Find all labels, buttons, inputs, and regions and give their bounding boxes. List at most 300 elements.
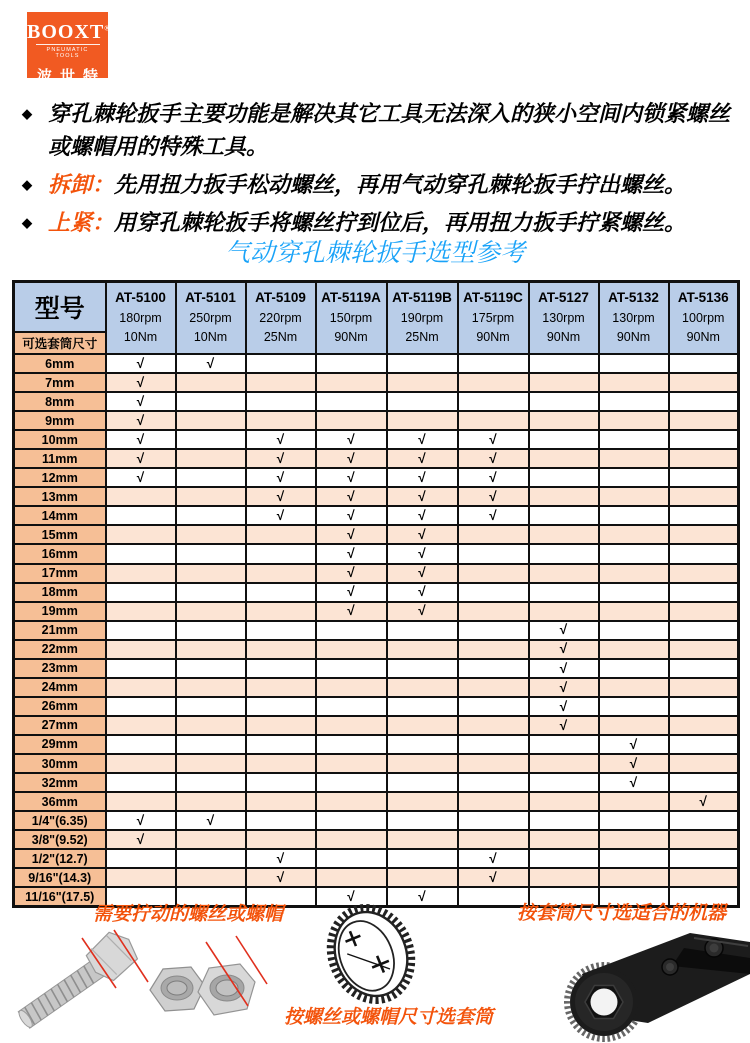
socket-size-label: 15mm (14, 525, 106, 544)
empty-cell (316, 640, 387, 659)
empty-cell (246, 564, 316, 583)
table-row (14, 754, 739, 773)
selection-table (12, 280, 740, 908)
empty-cell (316, 868, 387, 887)
empty-cell (529, 468, 599, 487)
empty-cell (176, 678, 246, 697)
ratchet-wrench-image (552, 918, 750, 1043)
bullet-item (20, 97, 736, 163)
check-cell: √ (387, 583, 458, 602)
brand-chinese-name: 波世特 (36, 67, 106, 85)
empty-cell (106, 678, 176, 697)
check-cell: √ (106, 354, 176, 373)
empty-cell (669, 506, 739, 525)
empty-cell (529, 392, 599, 411)
empty-cell (316, 792, 387, 811)
model-rpm: 175rpm (471, 311, 515, 326)
table-row (14, 678, 739, 697)
empty-cell (316, 716, 387, 735)
empty-cell (458, 602, 529, 621)
socket-size-label: 11/16"(17.5) (14, 887, 106, 906)
empty-cell (246, 583, 316, 602)
empty-cell (387, 735, 458, 754)
check-cell: √ (246, 849, 316, 868)
socket-size-label: 1/2"(12.7) (14, 849, 106, 868)
empty-cell (106, 602, 176, 621)
empty-cell (599, 621, 669, 640)
empty-cell (106, 716, 176, 735)
check-cell: √ (106, 811, 176, 830)
bullet-keyword: 上紧： (48, 210, 115, 235)
empty-cell (529, 849, 599, 868)
empty-cell (529, 564, 599, 583)
caption-bolt-or-nut: 需要拧动的螺丝或螺帽 (93, 904, 284, 925)
empty-cell (387, 354, 458, 373)
empty-cell (458, 773, 529, 792)
empty-cell (246, 811, 316, 830)
socket-size-label: 14mm (14, 506, 106, 525)
bullet-text: 用穿孔棘轮扳手将螺丝拧到位后，再用扭力扳手拧紧螺丝。 (114, 210, 687, 235)
model-torque: 90Nm (334, 330, 368, 345)
check-cell: √ (529, 716, 599, 735)
check-cell: √ (106, 430, 176, 449)
table-row (14, 621, 739, 640)
empty-cell (387, 792, 458, 811)
empty-cell (529, 487, 599, 506)
check-cell: √ (106, 373, 176, 392)
empty-cell (458, 640, 529, 659)
empty-cell (599, 849, 669, 868)
empty-cell (246, 640, 316, 659)
table-row (14, 640, 739, 659)
check-cell: √ (387, 602, 458, 621)
empty-cell (599, 544, 669, 563)
check-cell: √ (387, 544, 458, 563)
empty-cell (316, 392, 387, 411)
table-row (14, 811, 739, 830)
model-name: AT-5119B (392, 290, 452, 306)
registered-mark: ® (104, 24, 110, 33)
check-cell: √ (387, 564, 458, 583)
model-column-header (529, 282, 599, 355)
empty-cell (176, 697, 246, 716)
table-row (14, 487, 739, 506)
check-cell: √ (599, 754, 669, 773)
empty-cell (176, 792, 246, 811)
empty-cell (458, 621, 529, 640)
table-row (14, 373, 739, 392)
check-cell: √ (316, 487, 387, 506)
empty-cell (669, 621, 739, 640)
check-cell: √ (669, 792, 739, 811)
bullet-keyword: 拆卸： (48, 172, 115, 197)
socket-size-label: 9/16"(14.3) (14, 868, 106, 887)
empty-cell (246, 735, 316, 754)
empty-cell (246, 659, 316, 678)
empty-cell (246, 602, 316, 621)
empty-cell (316, 811, 387, 830)
empty-cell (176, 373, 246, 392)
empty-cell (176, 449, 246, 468)
table-row (14, 830, 739, 849)
empty-cell (458, 697, 529, 716)
check-cell: √ (387, 487, 458, 506)
socket-size-label: 23mm (14, 659, 106, 678)
empty-cell (669, 411, 739, 430)
empty-cell (387, 811, 458, 830)
selection-table-wrap (12, 280, 740, 908)
empty-cell (599, 697, 669, 716)
model-torque: 25Nm (405, 330, 439, 345)
socket-size-label: 19mm (14, 602, 106, 621)
empty-cell (599, 354, 669, 373)
check-cell: √ (458, 868, 529, 887)
empty-cell (316, 373, 387, 392)
table-row (14, 602, 739, 621)
empty-cell (599, 868, 669, 887)
empty-cell (669, 430, 739, 449)
empty-cell (387, 621, 458, 640)
socket-size-label: 17mm (14, 564, 106, 583)
check-cell: √ (316, 583, 387, 602)
empty-cell (599, 449, 669, 468)
empty-cell (669, 659, 739, 678)
empty-cell (176, 392, 246, 411)
check-cell: √ (387, 887, 458, 906)
empty-cell (176, 583, 246, 602)
empty-cell (669, 373, 739, 392)
check-cell: √ (316, 544, 387, 563)
empty-cell (106, 525, 176, 544)
table-row (14, 506, 739, 525)
empty-cell (669, 583, 739, 602)
empty-cell (387, 659, 458, 678)
empty-cell (316, 659, 387, 678)
empty-cell (316, 354, 387, 373)
model-name: AT-5132 (608, 290, 659, 306)
table-row (14, 792, 739, 811)
check-cell: √ (246, 430, 316, 449)
check-cell: √ (529, 678, 599, 697)
empty-cell (176, 735, 246, 754)
empty-cell (458, 564, 529, 583)
empty-cell (246, 392, 316, 411)
empty-cell (669, 640, 739, 659)
empty-cell (599, 468, 669, 487)
empty-cell (458, 830, 529, 849)
empty-cell (176, 544, 246, 563)
empty-cell (176, 773, 246, 792)
model-name: AT-5119C (463, 290, 523, 306)
empty-cell (669, 678, 739, 697)
check-cell: √ (529, 697, 599, 716)
empty-cell (387, 411, 458, 430)
socket-size-label: 21mm (14, 621, 106, 640)
empty-cell (669, 468, 739, 487)
check-cell: √ (316, 449, 387, 468)
model-column-header (387, 282, 458, 355)
bolt-and-nuts-image (10, 924, 268, 1043)
empty-cell (458, 411, 529, 430)
socket-size-label: 10mm (14, 430, 106, 449)
empty-cell (458, 525, 529, 544)
check-cell: √ (387, 525, 458, 544)
brand-subtitle: PNEUMATIC TOOLS (36, 44, 100, 59)
empty-cell (669, 487, 739, 506)
check-cell: √ (599, 773, 669, 792)
check-cell: √ (316, 525, 387, 544)
model-rpm: 220rpm (259, 311, 302, 326)
empty-cell (599, 716, 669, 735)
empty-cell (599, 811, 669, 830)
socket-size-label: 26mm (14, 697, 106, 716)
empty-cell (316, 754, 387, 773)
empty-cell (387, 830, 458, 849)
empty-cell (316, 735, 387, 754)
empty-cell (529, 506, 599, 525)
empty-cell (669, 392, 739, 411)
empty-cell (387, 697, 458, 716)
empty-cell (176, 506, 246, 525)
empty-cell (316, 411, 387, 430)
empty-cell (529, 411, 599, 430)
empty-cell (316, 773, 387, 792)
socket-size-label: 6mm (14, 354, 106, 373)
empty-cell (106, 583, 176, 602)
empty-cell (106, 544, 176, 563)
empty-cell (529, 792, 599, 811)
empty-cell (246, 621, 316, 640)
check-cell: √ (458, 849, 529, 868)
model-torque: 90Nm (686, 330, 720, 345)
socket-size-label: 7mm (14, 373, 106, 392)
model-rpm: 130rpm (542, 311, 585, 326)
check-cell: √ (106, 468, 176, 487)
diamond-bullet-icon: ◆ (22, 106, 32, 121)
table-row (14, 697, 739, 716)
empty-cell (529, 602, 599, 621)
check-cell: √ (316, 564, 387, 583)
empty-cell (246, 792, 316, 811)
empty-cell (387, 754, 458, 773)
empty-cell (246, 525, 316, 544)
check-cell: √ (246, 868, 316, 887)
empty-cell (246, 373, 316, 392)
socket-size-label: 9mm (14, 411, 106, 430)
empty-cell (176, 640, 246, 659)
check-cell: √ (316, 430, 387, 449)
empty-cell (669, 697, 739, 716)
empty-cell (458, 392, 529, 411)
empty-cell (458, 811, 529, 830)
empty-cell (106, 640, 176, 659)
empty-cell (529, 373, 599, 392)
socket-size-label: 18mm (14, 583, 106, 602)
check-cell: √ (246, 468, 316, 487)
model-column-header (316, 282, 387, 355)
empty-cell (669, 354, 739, 373)
model-torque: 10Nm (123, 330, 158, 345)
empty-cell (458, 354, 529, 373)
model-rpm: 130rpm (612, 311, 655, 326)
empty-cell (669, 830, 739, 849)
check-cell: √ (387, 468, 458, 487)
empty-cell (599, 792, 669, 811)
empty-cell (106, 659, 176, 678)
empty-cell (176, 621, 246, 640)
table-row (14, 849, 739, 868)
empty-cell (669, 544, 739, 563)
empty-cell (529, 735, 599, 754)
table-row (14, 564, 739, 583)
empty-cell (106, 621, 176, 640)
empty-cell (599, 583, 669, 602)
check-cell: √ (529, 640, 599, 659)
check-cell: √ (458, 449, 529, 468)
table-row (14, 468, 739, 487)
socket-size-label: 22mm (14, 640, 106, 659)
socket-size-label: 24mm (14, 678, 106, 697)
empty-cell (176, 564, 246, 583)
check-cell: √ (176, 811, 246, 830)
model-torque: 10Nm (193, 330, 228, 345)
check-cell: √ (316, 602, 387, 621)
empty-cell (106, 735, 176, 754)
check-cell: √ (387, 430, 458, 449)
socket-size-corner-label: 可选套筒尺寸 (15, 331, 105, 353)
model-column-header (599, 282, 669, 355)
empty-cell (599, 373, 669, 392)
empty-cell (529, 430, 599, 449)
diamond-bullet-icon: ◆ (22, 215, 32, 230)
empty-cell (387, 773, 458, 792)
check-cell: √ (316, 887, 387, 906)
empty-cell (669, 754, 739, 773)
socket-drawing (323, 901, 420, 1008)
empty-cell (246, 830, 316, 849)
check-cell: √ (529, 659, 599, 678)
caption-choose-socket: 按螺丝或螺帽尺寸选套筒 (284, 1007, 494, 1028)
empty-cell (599, 564, 669, 583)
empty-cell (246, 354, 316, 373)
table-row (14, 430, 739, 449)
empty-cell (106, 849, 176, 868)
bullet-text: 先用扭力扳手松动螺丝，再用气动穿孔棘轮扳手拧出螺丝。 (114, 172, 687, 197)
empty-cell (599, 659, 669, 678)
model-torque: 90Nm (546, 330, 581, 345)
empty-cell (176, 849, 246, 868)
empty-cell (669, 849, 739, 868)
empty-cell (387, 868, 458, 887)
check-cell: √ (458, 487, 529, 506)
socket-size-label: 11mm (14, 449, 106, 468)
empty-cell (106, 697, 176, 716)
model-name: AT-5109 (255, 290, 306, 306)
empty-cell (458, 716, 529, 735)
table-row (14, 868, 739, 887)
table-header-row (14, 282, 739, 355)
empty-cell (669, 525, 739, 544)
empty-cell (599, 411, 669, 430)
caption-choose-machine: 按套筒尺寸选适合的机器 (517, 903, 727, 924)
empty-cell (458, 754, 529, 773)
socket-size-label: 1/4"(6.35) (14, 811, 106, 830)
feature-bullets (20, 97, 736, 244)
empty-cell (106, 506, 176, 525)
empty-cell (176, 487, 246, 506)
model-rpm: 250rpm (189, 311, 232, 326)
check-cell: √ (176, 354, 246, 373)
empty-cell (669, 735, 739, 754)
page-title: 气动穿孔棘轮扳手选型参考 (224, 239, 525, 267)
socket-size-label: 16mm (14, 544, 106, 563)
empty-cell (387, 849, 458, 868)
model-column-header (669, 282, 739, 355)
empty-cell (599, 640, 669, 659)
brand-logo (27, 12, 110, 85)
table-row (14, 735, 739, 754)
table-row (14, 525, 739, 544)
model-column-header (246, 282, 316, 355)
empty-cell (599, 506, 669, 525)
empty-cell (669, 564, 739, 583)
corner-header-cell (14, 282, 106, 355)
empty-cell (246, 697, 316, 716)
table-row (14, 354, 739, 373)
check-cell: √ (529, 621, 599, 640)
model-column-header (176, 282, 246, 355)
check-cell: √ (246, 506, 316, 525)
check-cell: √ (246, 487, 316, 506)
empty-cell (176, 468, 246, 487)
empty-cell (106, 868, 176, 887)
socket-size-label: 8mm (14, 392, 106, 411)
empty-cell (458, 659, 529, 678)
model-name: AT-5136 (677, 290, 729, 306)
table-row (14, 583, 739, 602)
bullet-item (20, 168, 736, 201)
model-rpm: 150rpm (329, 311, 373, 326)
model-column-header (106, 282, 176, 355)
model-column-header (458, 282, 529, 355)
empty-cell (316, 849, 387, 868)
empty-cell (669, 449, 739, 468)
empty-cell (246, 411, 316, 430)
empty-cell (529, 544, 599, 563)
check-cell: √ (458, 468, 529, 487)
empty-cell (529, 868, 599, 887)
socket-size-label: 32mm (14, 773, 106, 792)
empty-cell (246, 544, 316, 563)
socket-size-label: 12mm (14, 468, 106, 487)
check-cell: √ (106, 411, 176, 430)
empty-cell (246, 716, 316, 735)
empty-cell (529, 354, 599, 373)
empty-cell (529, 754, 599, 773)
model-rpm: 100rpm (682, 311, 725, 326)
model-rpm: 190rpm (400, 311, 444, 326)
empty-cell (387, 392, 458, 411)
empty-cell (106, 773, 176, 792)
empty-cell (387, 678, 458, 697)
empty-cell (529, 830, 599, 849)
empty-cell (316, 678, 387, 697)
check-cell: √ (387, 449, 458, 468)
empty-cell (176, 659, 246, 678)
brand-name (27, 22, 108, 42)
empty-cell (529, 811, 599, 830)
table-row (14, 716, 739, 735)
